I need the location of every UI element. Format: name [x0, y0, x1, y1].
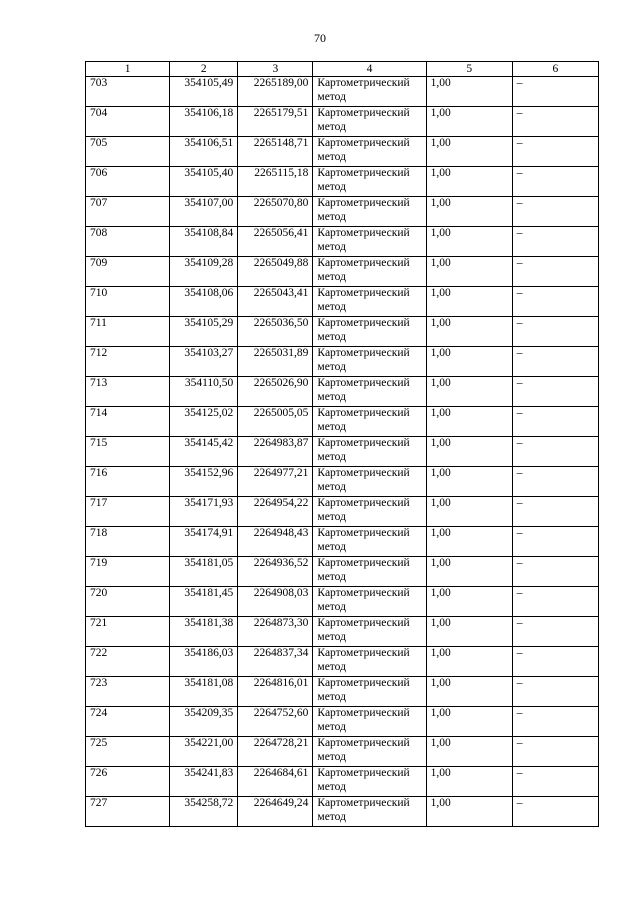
- cell-method: Картометрический метод: [313, 557, 426, 587]
- cell-x-coordinate: 354174,91: [170, 527, 238, 557]
- cell-method: Картометрический метод: [313, 467, 426, 497]
- table-row: [86, 737, 599, 767]
- cell-method: Картометрический метод: [313, 617, 426, 647]
- cell-point-number: 709: [86, 257, 170, 287]
- table-row: [86, 587, 599, 617]
- cell-y-coordinate: 2264752,60: [238, 707, 313, 737]
- cell-note: –: [512, 527, 598, 557]
- cell-accuracy: 1,00: [426, 227, 512, 257]
- cell-point-number: 716: [86, 467, 170, 497]
- cell-x-coordinate: 354258,72: [170, 797, 238, 827]
- cell-y-coordinate: 2264954,22: [238, 497, 313, 527]
- cell-method: Картометрический метод: [313, 317, 426, 347]
- cell-accuracy: 1,00: [426, 737, 512, 767]
- cell-method: Картометрический метод: [313, 227, 426, 257]
- cell-method: Картометрический метод: [313, 437, 426, 467]
- cell-x-coordinate: 354106,51: [170, 137, 238, 167]
- cell-y-coordinate: 2265031,89: [238, 347, 313, 377]
- cell-note: –: [512, 557, 598, 587]
- cell-note: –: [512, 437, 598, 467]
- cell-note: –: [512, 317, 598, 347]
- cell-x-coordinate: 354221,00: [170, 737, 238, 767]
- column-header-5: 5: [426, 62, 512, 77]
- cell-x-coordinate: 354181,38: [170, 617, 238, 647]
- cell-method: Картометрический метод: [313, 647, 426, 677]
- cell-y-coordinate: 2265148,71: [238, 137, 313, 167]
- cell-point-number: 719: [86, 557, 170, 587]
- column-header-6: 6: [512, 62, 598, 77]
- cell-y-coordinate: 2265049,88: [238, 257, 313, 287]
- cell-note: –: [512, 77, 598, 107]
- cell-x-coordinate: 354171,93: [170, 497, 238, 527]
- cell-method: Картометрический метод: [313, 797, 426, 827]
- column-header-4: 4: [313, 62, 426, 77]
- cell-x-coordinate: 354186,03: [170, 647, 238, 677]
- cell-point-number: 720: [86, 587, 170, 617]
- cell-y-coordinate: 2264983,87: [238, 437, 313, 467]
- table-row: [86, 647, 599, 677]
- cell-accuracy: 1,00: [426, 617, 512, 647]
- cell-accuracy: 1,00: [426, 497, 512, 527]
- cell-point-number: 711: [86, 317, 170, 347]
- cell-point-number: 726: [86, 767, 170, 797]
- cell-x-coordinate: 354181,05: [170, 557, 238, 587]
- cell-note: –: [512, 617, 598, 647]
- cell-y-coordinate: 2264977,21: [238, 467, 313, 497]
- table-row: [86, 107, 599, 137]
- table-row: [86, 497, 599, 527]
- column-header-2: 2: [170, 62, 238, 77]
- cell-point-number: 706: [86, 167, 170, 197]
- cell-accuracy: 1,00: [426, 107, 512, 137]
- header-row: [86, 62, 599, 77]
- cell-accuracy: 1,00: [426, 527, 512, 557]
- cell-note: –: [512, 287, 598, 317]
- cell-accuracy: 1,00: [426, 137, 512, 167]
- cell-method: Картометрический метод: [313, 287, 426, 317]
- cell-method: Картометрический метод: [313, 407, 426, 437]
- cell-point-number: 708: [86, 227, 170, 257]
- cell-method: Картометрический метод: [313, 347, 426, 377]
- cell-y-coordinate: 2265036,50: [238, 317, 313, 347]
- cell-accuracy: 1,00: [426, 287, 512, 317]
- cell-point-number: 723: [86, 677, 170, 707]
- cell-y-coordinate: 2265179,51: [238, 107, 313, 137]
- cell-method: Картометрический метод: [313, 587, 426, 617]
- cell-method: Картометрический метод: [313, 257, 426, 287]
- cell-x-coordinate: 354125,02: [170, 407, 238, 437]
- cell-x-coordinate: 354152,96: [170, 467, 238, 497]
- table-row: [86, 557, 599, 587]
- cell-y-coordinate: 2265043,41: [238, 287, 313, 317]
- cell-accuracy: 1,00: [426, 767, 512, 797]
- cell-method: Картометрический метод: [313, 707, 426, 737]
- table-row: [86, 527, 599, 557]
- cell-note: –: [512, 257, 598, 287]
- cell-accuracy: 1,00: [426, 647, 512, 677]
- cell-x-coordinate: 354105,29: [170, 317, 238, 347]
- cell-method: Картометрический метод: [313, 137, 426, 167]
- column-header-3: 3: [238, 62, 313, 77]
- cell-y-coordinate: 2264728,21: [238, 737, 313, 767]
- table-row: [86, 467, 599, 497]
- cell-note: –: [512, 677, 598, 707]
- cell-y-coordinate: 2265115,18: [238, 167, 313, 197]
- cell-note: –: [512, 407, 598, 437]
- cell-note: –: [512, 737, 598, 767]
- cell-accuracy: 1,00: [426, 77, 512, 107]
- table-row: [86, 227, 599, 257]
- cell-point-number: 710: [86, 287, 170, 317]
- cell-accuracy: 1,00: [426, 317, 512, 347]
- cell-accuracy: 1,00: [426, 377, 512, 407]
- cell-note: –: [512, 707, 598, 737]
- table-row: [86, 77, 599, 107]
- cell-y-coordinate: 2265056,41: [238, 227, 313, 257]
- cell-note: –: [512, 137, 598, 167]
- page-number: 70: [314, 31, 326, 45]
- cell-note: –: [512, 467, 598, 497]
- table-row: [86, 257, 599, 287]
- cell-y-coordinate: 2265189,00: [238, 77, 313, 107]
- cell-point-number: 714: [86, 407, 170, 437]
- table-body: [86, 77, 599, 827]
- cell-point-number: 722: [86, 647, 170, 677]
- cell-x-coordinate: 354107,00: [170, 197, 238, 227]
- cell-method: Картометрический метод: [313, 677, 426, 707]
- cell-x-coordinate: 354108,06: [170, 287, 238, 317]
- cell-note: –: [512, 347, 598, 377]
- cell-note: –: [512, 197, 598, 227]
- cell-y-coordinate: 2264948,43: [238, 527, 313, 557]
- cell-accuracy: 1,00: [426, 167, 512, 197]
- cell-point-number: 712: [86, 347, 170, 377]
- cell-point-number: 707: [86, 197, 170, 227]
- cell-accuracy: 1,00: [426, 257, 512, 287]
- cell-note: –: [512, 767, 598, 797]
- cell-method: Картометрический метод: [313, 197, 426, 227]
- table-row: [86, 137, 599, 167]
- cell-accuracy: 1,00: [426, 707, 512, 737]
- cell-note: –: [512, 377, 598, 407]
- cell-accuracy: 1,00: [426, 557, 512, 587]
- table-row: [86, 167, 599, 197]
- cell-x-coordinate: 354108,84: [170, 227, 238, 257]
- cell-y-coordinate: 2265070,80: [238, 197, 313, 227]
- cell-y-coordinate: 2264816,01: [238, 677, 313, 707]
- cell-method: Картометрический метод: [313, 737, 426, 767]
- cell-note: –: [512, 497, 598, 527]
- cell-point-number: 715: [86, 437, 170, 467]
- cell-method: Картометрический метод: [313, 497, 426, 527]
- cell-x-coordinate: 354181,45: [170, 587, 238, 617]
- cell-x-coordinate: 354209,35: [170, 707, 238, 737]
- cell-x-coordinate: 354103,27: [170, 347, 238, 377]
- cell-note: –: [512, 107, 598, 137]
- column-header-1: 1: [86, 62, 170, 77]
- table-row: [86, 677, 599, 707]
- cell-x-coordinate: 354105,49: [170, 77, 238, 107]
- cell-point-number: 721: [86, 617, 170, 647]
- table-row: [86, 767, 599, 797]
- table-row: [86, 377, 599, 407]
- cell-note: –: [512, 167, 598, 197]
- cell-x-coordinate: 354241,83: [170, 767, 238, 797]
- cell-y-coordinate: 2264684,61: [238, 767, 313, 797]
- cell-method: Картометрический метод: [313, 377, 426, 407]
- cell-method: Картометрический метод: [313, 107, 426, 137]
- cell-x-coordinate: 354109,28: [170, 257, 238, 287]
- table-row: [86, 317, 599, 347]
- cell-accuracy: 1,00: [426, 347, 512, 377]
- cell-note: –: [512, 647, 598, 677]
- cell-point-number: 718: [86, 527, 170, 557]
- cell-y-coordinate: 2264908,03: [238, 587, 313, 617]
- cell-x-coordinate: 354145,42: [170, 437, 238, 467]
- cell-x-coordinate: 354181,08: [170, 677, 238, 707]
- cell-method: Картометрический метод: [313, 767, 426, 797]
- coordinates-table: [85, 61, 599, 827]
- cell-accuracy: 1,00: [426, 467, 512, 497]
- table-row: [86, 197, 599, 227]
- cell-point-number: 724: [86, 707, 170, 737]
- cell-accuracy: 1,00: [426, 677, 512, 707]
- cell-y-coordinate: 2264837,34: [238, 647, 313, 677]
- cell-accuracy: 1,00: [426, 197, 512, 227]
- cell-point-number: 703: [86, 77, 170, 107]
- table-row: [86, 407, 599, 437]
- cell-point-number: 704: [86, 107, 170, 137]
- cell-y-coordinate: 2265026,90: [238, 377, 313, 407]
- cell-note: –: [512, 797, 598, 827]
- cell-y-coordinate: 2264936,52: [238, 557, 313, 587]
- cell-point-number: 725: [86, 737, 170, 767]
- table-row: [86, 347, 599, 377]
- table-row: [86, 437, 599, 467]
- cell-note: –: [512, 227, 598, 257]
- table-row: [86, 287, 599, 317]
- cell-point-number: 717: [86, 497, 170, 527]
- cell-y-coordinate: 2264649,24: [238, 797, 313, 827]
- cell-accuracy: 1,00: [426, 437, 512, 467]
- cell-y-coordinate: 2264873,30: [238, 617, 313, 647]
- cell-method: Картометрический метод: [313, 77, 426, 107]
- cell-accuracy: 1,00: [426, 797, 512, 827]
- cell-note: –: [512, 587, 598, 617]
- cell-x-coordinate: 354106,18: [170, 107, 238, 137]
- cell-accuracy: 1,00: [426, 587, 512, 617]
- cell-x-coordinate: 354110,50: [170, 377, 238, 407]
- cell-accuracy: 1,00: [426, 407, 512, 437]
- table-header: [86, 62, 599, 77]
- cell-method: Картометрический метод: [313, 527, 426, 557]
- cell-x-coordinate: 354105,40: [170, 167, 238, 197]
- table-row: [86, 707, 599, 737]
- cell-point-number: 727: [86, 797, 170, 827]
- cell-method: Картометрический метод: [313, 167, 426, 197]
- table-row: [86, 797, 599, 827]
- table-row: [86, 617, 599, 647]
- cell-y-coordinate: 2265005,05: [238, 407, 313, 437]
- cell-point-number: 713: [86, 377, 170, 407]
- cell-point-number: 705: [86, 137, 170, 167]
